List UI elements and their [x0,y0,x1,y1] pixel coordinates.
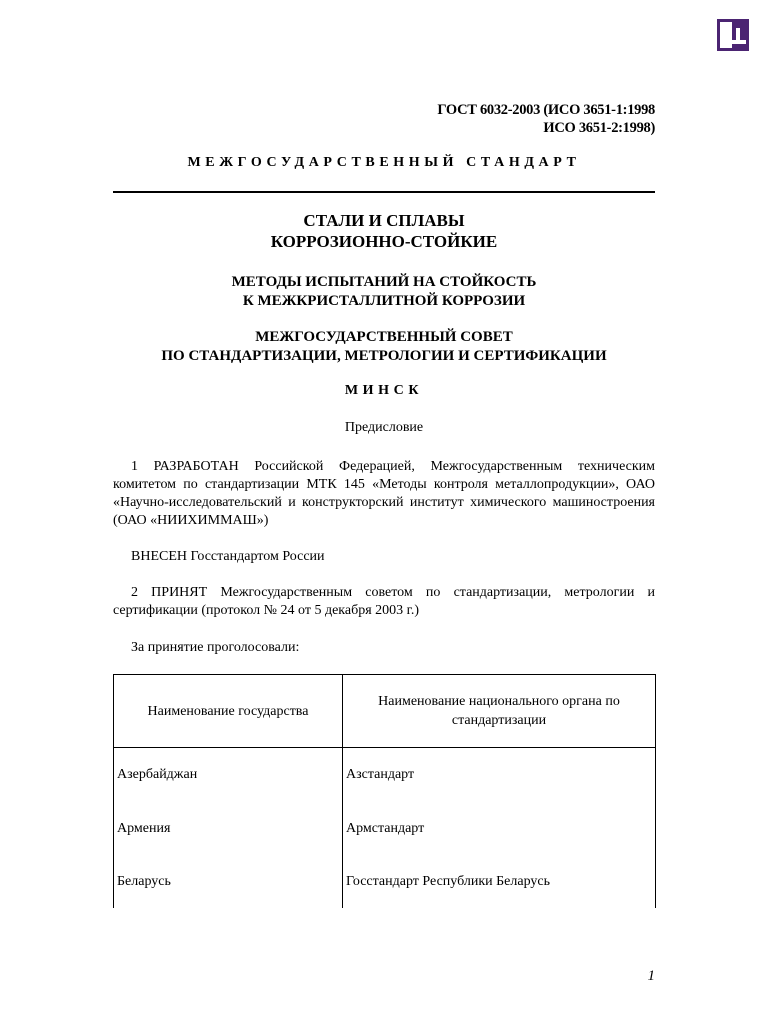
title-line-2: КОРРОЗИОННО-СТОЙКИЕ [270,232,498,251]
designation-line-2: ИСО 3651-2:1998) [543,120,655,136]
council-line-1: МЕЖГОСУДАРСТВЕННЫЙ СОВЕТ [255,329,513,345]
voting-states-table [113,674,656,908]
table-row [114,748,656,803]
column-header-state: Наименование государства [114,675,343,748]
table-row [114,856,656,908]
table-row [114,802,656,856]
state-cell: Азербайджан [114,748,343,803]
state-cell: Беларусь [114,856,343,908]
standard-type: МЕЖГОСУДАРСТВЕННЫЙ СТАНДАРТ [187,155,581,170]
column-header-national-body: Наименование национального органа по стандартизации [343,675,656,748]
document-title [0,210,768,252]
subtitle-line-2: К МЕЖКРИСТАЛЛИТНОЙ КОРРОЗИИ [242,293,526,309]
page-number: 1 [647,968,655,984]
table-header-row [114,675,656,748]
subtitle-line-1: МЕТОДЫ ИСПЫТАНИЙ НА СТОЙКОСТЬ [231,274,537,290]
designation-line-1: ГОСТ 6032-2003 (ИСО 3651-1:1998 [437,102,655,118]
preface-paragraph-introduced: ВНЕСЕН Госстандартом России [131,549,325,564]
issuing-council [0,328,768,366]
council-line-2: ПО СТАНДАРТИЗАЦИИ, МЕТРОЛОГИИ И СЕРТИФИКАЦИИ [161,348,607,364]
preface-paragraph-adopted: 2 ПРИНЯТ Межгосударственным советом по стандартизации, метрологии и сертификации (протокол № 24 от 5 декабря 2003 г.) [113,585,655,618]
national-body-cell: Госстандарт Республики Беларусь [343,856,656,908]
title-line-1: СТАЛИ И СПЛАВЫ [303,211,465,230]
preface-paragraph-voted: За принятие проголосовали: [131,640,300,655]
national-body-cell: Азстандарт [343,748,656,803]
state-cell: Армения [114,802,343,856]
national-body-cell: Армстандарт [343,802,656,856]
publisher-logo-icon [717,19,749,51]
standard-designation [437,101,655,137]
document-subtitle [0,273,768,311]
preface-paragraph-developed: 1 РАЗРАБОТАН Российской Федерацией, Межгосударственным техническим комитетом по стандартизации МТК 145 «Методы контроля металлопродукции», ОАО «Научно-исследовательский и конструкторский институт химического машиностроения (ОАО «НИИХИММАШ») [113,459,655,528]
preface-heading: Предисловие [344,420,424,435]
header-divider [113,191,655,193]
publication-city: МИНСК [344,383,424,398]
